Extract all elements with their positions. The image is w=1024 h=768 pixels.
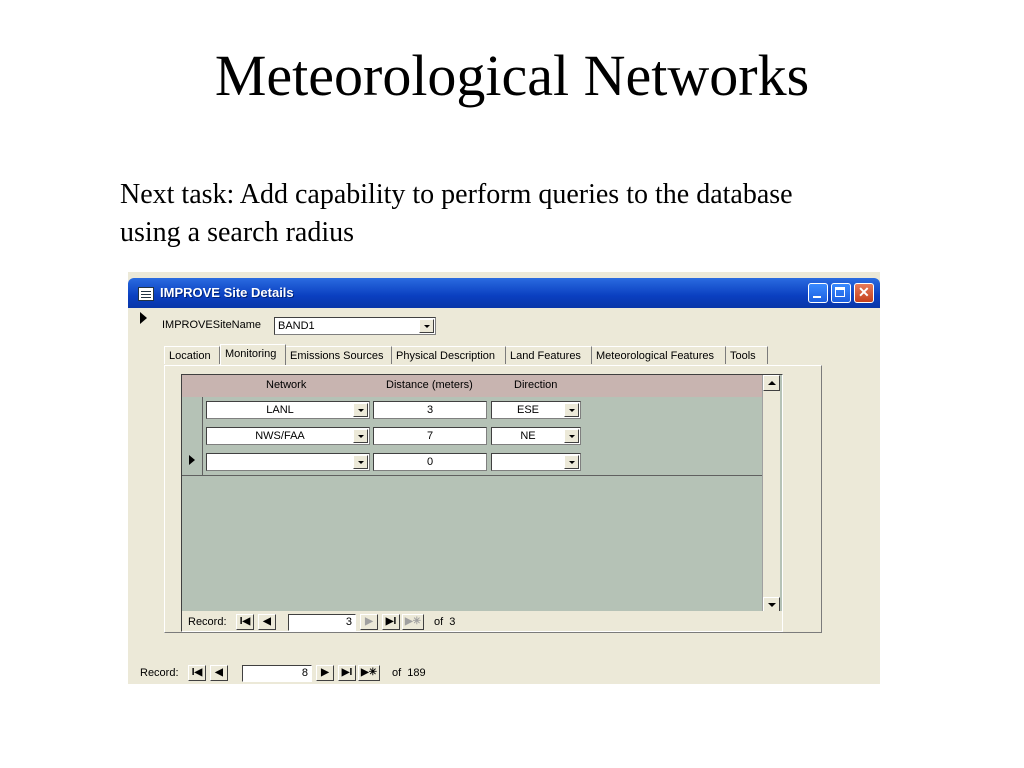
direction-value: ESE xyxy=(516,404,539,416)
network-combo[interactable] xyxy=(206,427,370,445)
direction-combo[interactable] xyxy=(491,453,581,471)
form-body xyxy=(154,308,878,650)
current-record-arrow-icon xyxy=(140,312,147,324)
distance-field[interactable]: 7 xyxy=(373,427,487,445)
prev-record-button[interactable]: ◀ xyxy=(258,614,276,630)
window-title: IMPROVE Site Details xyxy=(160,285,294,300)
table-row-new xyxy=(182,449,765,476)
chevron-down-icon[interactable] xyxy=(353,403,368,417)
last-record-button[interactable]: ▶I xyxy=(382,614,400,630)
direction-combo[interactable] xyxy=(491,427,581,445)
table-row xyxy=(182,423,765,450)
form-icon xyxy=(138,287,154,301)
chevron-down-icon[interactable] xyxy=(564,403,579,417)
direction-combo[interactable] xyxy=(491,401,581,419)
sitename-combo[interactable] xyxy=(274,317,436,335)
chevron-down-icon[interactable] xyxy=(564,455,579,469)
row-selector[interactable] xyxy=(182,397,203,423)
tab-monitoring[interactable]: Monitoring xyxy=(220,344,286,365)
record-number-field[interactable]: 3 xyxy=(288,614,356,631)
record-label: Record: xyxy=(140,667,179,679)
network-combo[interactable] xyxy=(206,453,370,471)
chevron-down-icon[interactable] xyxy=(419,319,434,333)
distance-field[interactable]: 0 xyxy=(373,453,487,471)
chevron-down-icon[interactable] xyxy=(564,429,579,443)
window-titlebar[interactable] xyxy=(128,278,880,308)
tab-tools[interactable]: Tools xyxy=(726,346,768,364)
current-record-arrow-icon xyxy=(189,455,195,465)
record-count: of 3 xyxy=(434,616,456,628)
scroll-up-button[interactable] xyxy=(763,375,780,391)
direction-value: NE xyxy=(520,430,536,442)
table-row xyxy=(182,397,765,424)
chevron-down-icon[interactable] xyxy=(353,455,368,469)
next-record-button[interactable]: ▶ xyxy=(360,614,378,630)
minimize-button[interactable] xyxy=(808,283,828,303)
row-selector[interactable] xyxy=(182,449,203,475)
next-record-button[interactable]: ▶ xyxy=(316,665,334,681)
slide-title: Meteorological Networks xyxy=(214,43,810,108)
access-form-window xyxy=(128,272,880,684)
maximize-button[interactable] xyxy=(831,283,851,303)
row-selector[interactable] xyxy=(182,423,203,449)
monitoring-subform xyxy=(181,374,783,632)
first-record-button[interactable]: I◀ xyxy=(188,665,206,681)
grid-header xyxy=(182,375,765,398)
prev-record-button[interactable]: ◀ xyxy=(210,665,228,681)
new-record-button[interactable]: ▶✳ xyxy=(402,614,424,630)
network-value: LANL xyxy=(266,404,294,416)
close-button[interactable] xyxy=(854,283,874,303)
tab-emissions-sources[interactable]: Emissions Sources xyxy=(286,346,392,364)
record-number-field[interactable]: 8 xyxy=(242,665,312,682)
monitoring-tab-panel xyxy=(164,365,822,633)
slide-text-line-2: using a search radius xyxy=(120,217,355,248)
header-network: Network xyxy=(266,379,307,391)
header-direction: Direction xyxy=(514,379,558,391)
subform-nav-bar xyxy=(182,611,782,631)
tab-meteorological-features[interactable]: Meteorological Features xyxy=(592,346,726,364)
first-record-button[interactable]: I◀ xyxy=(236,614,254,630)
chevron-down-icon[interactable] xyxy=(353,429,368,443)
network-combo[interactable] xyxy=(206,401,370,419)
sitename-label: IMPROVESiteName xyxy=(162,319,262,331)
distance-field[interactable]: 3 xyxy=(373,401,487,419)
last-record-button[interactable]: ▶I xyxy=(338,665,356,681)
record-label: Record: xyxy=(188,616,227,628)
slide-body-text xyxy=(120,176,960,252)
new-record-button[interactable]: ▶✳ xyxy=(358,665,380,681)
header-distance: Distance (meters) xyxy=(386,379,473,391)
record-selector[interactable] xyxy=(132,308,155,650)
slide-text-line-1: Next task: Add capability to perform queries to the database xyxy=(120,179,793,210)
sitename-value: BAND1 xyxy=(278,320,315,332)
tab-location[interactable]: Location xyxy=(164,346,220,364)
vertical-scrollbar[interactable] xyxy=(762,375,780,613)
main-record-navigation xyxy=(140,664,500,684)
record-count: of 189 xyxy=(392,667,426,679)
tab-physical-description[interactable]: Physical Description xyxy=(392,346,506,364)
network-value: NWS/FAA xyxy=(255,430,305,442)
tab-land-features[interactable]: Land Features xyxy=(506,346,592,364)
